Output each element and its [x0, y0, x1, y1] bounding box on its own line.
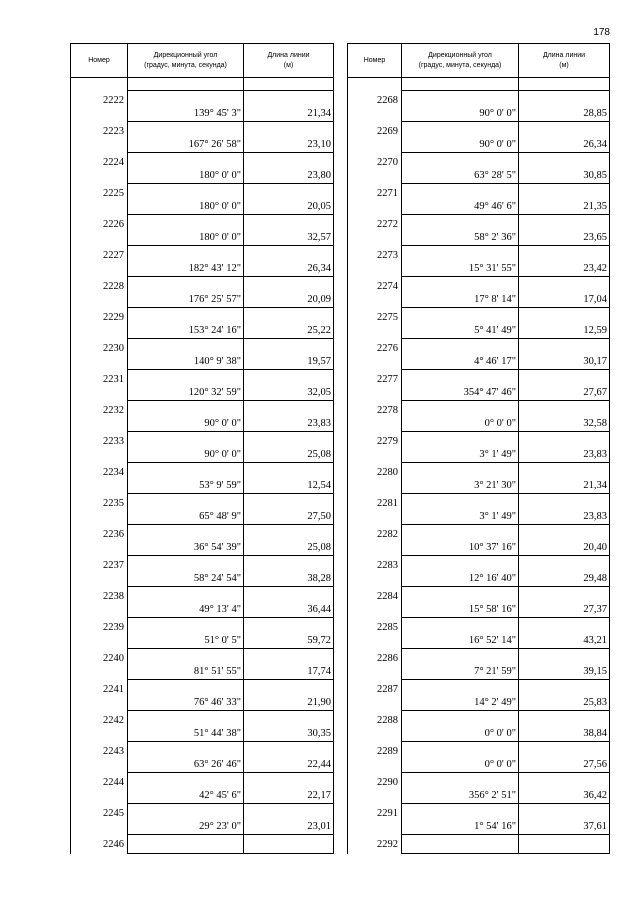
point-number: 2290 — [348, 773, 402, 804]
line-length: 23,83 — [519, 494, 610, 525]
point-number: 2276 — [348, 339, 402, 370]
table-row — [348, 680, 610, 711]
table-row — [348, 556, 610, 587]
direction-angle: 51° 0' 5" — [128, 618, 244, 649]
direction-angle: 4° 46' 17" — [402, 339, 519, 370]
table-row — [71, 122, 334, 153]
table-row — [348, 463, 610, 494]
table-row — [348, 401, 610, 432]
header-number: Номер — [348, 44, 402, 78]
header-angle: Дирекционный угол (градус, минута, секунда) — [128, 44, 244, 78]
table-row — [71, 494, 334, 525]
direction-angle: 16° 52' 14" — [402, 618, 519, 649]
point-number: 2287 — [348, 680, 402, 711]
direction-angle: 42° 45' 6" — [128, 773, 244, 804]
line-length: 20,09 — [244, 277, 334, 308]
line-length: 59,72 — [244, 618, 334, 649]
table-row — [348, 215, 610, 246]
line-length: 36,44 — [244, 587, 334, 618]
line-length: 43,21 — [519, 618, 610, 649]
table-row — [348, 649, 610, 680]
point-number: 2237 — [71, 556, 128, 587]
table-row — [71, 401, 334, 432]
point-number: 2270 — [348, 153, 402, 184]
point-number: 2282 — [348, 525, 402, 556]
table-row — [71, 246, 334, 277]
table-row — [348, 742, 610, 773]
line-length: 36,42 — [519, 773, 610, 804]
table-row — [71, 804, 334, 835]
point-number: 2238 — [71, 587, 128, 618]
line-length: 30,85 — [519, 153, 610, 184]
point-number: 2230 — [71, 339, 128, 370]
table-row — [71, 587, 334, 618]
table-row — [71, 215, 334, 246]
header-length: Длина линии (м) — [519, 44, 610, 78]
direction-angle: 354° 47' 46" — [402, 370, 519, 401]
direction-angle: 1° 54' 16" — [402, 804, 519, 835]
line-length: 17,04 — [519, 277, 610, 308]
line-length: 23,01 — [244, 804, 334, 835]
point-number: 2285 — [348, 618, 402, 649]
direction-angle: 51° 44' 38" — [128, 711, 244, 742]
point-number: 2233 — [71, 432, 128, 463]
line-length: 25,83 — [519, 680, 610, 711]
point-number: 2234 — [71, 463, 128, 494]
table-row — [71, 711, 334, 742]
direction-angle: 76° 46' 33" — [128, 680, 244, 711]
table-row — [71, 773, 334, 804]
direction-angle: 15° 58' 16" — [402, 587, 519, 618]
table-row — [71, 525, 334, 556]
line-length: 27,67 — [519, 370, 610, 401]
line-length: 20,05 — [244, 184, 334, 215]
table-row — [71, 277, 334, 308]
point-number: 2241 — [71, 680, 128, 711]
line-length: 23,83 — [244, 401, 334, 432]
table-row — [348, 618, 610, 649]
point-number: 2286 — [348, 649, 402, 680]
line-length: 27,37 — [519, 587, 610, 618]
point-number: 2222 — [71, 91, 128, 122]
line-length: 21,90 — [244, 680, 334, 711]
table-row-last — [71, 835, 334, 854]
point-number: 2225 — [71, 184, 128, 215]
direction-angle: 182° 43' 12" — [128, 246, 244, 277]
line-length: 32,58 — [519, 401, 610, 432]
point-number: 2246 — [71, 835, 128, 854]
line-length: 39,15 — [519, 649, 610, 680]
point-number: 2280 — [348, 463, 402, 494]
direction-angle: 120° 32' 59" — [128, 370, 244, 401]
table-row-last — [348, 835, 610, 854]
page-number: 178 — [593, 27, 610, 38]
point-number: 2283 — [348, 556, 402, 587]
table-row — [348, 804, 610, 835]
line-length: 25,22 — [244, 308, 334, 339]
point-number: 2223 — [71, 122, 128, 153]
point-number: 2288 — [348, 711, 402, 742]
point-number: 2242 — [71, 711, 128, 742]
line-length: 21,34 — [244, 91, 334, 122]
point-number: 2236 — [71, 525, 128, 556]
table-row — [71, 370, 334, 401]
table-row — [71, 649, 334, 680]
table-row — [348, 525, 610, 556]
line-length: 38,28 — [244, 556, 334, 587]
table-row — [71, 618, 334, 649]
direction-angle: 90° 0' 0" — [402, 122, 519, 153]
table-row — [348, 122, 610, 153]
direction-angle: 0° 0' 0" — [402, 711, 519, 742]
table-row — [71, 556, 334, 587]
direction-angle: 12° 16' 40" — [402, 556, 519, 587]
table-row — [348, 773, 610, 804]
direction-angle: 90° 0' 0" — [402, 91, 519, 122]
line-length: 22,44 — [244, 742, 334, 773]
coordinates-table-left — [70, 43, 334, 854]
direction-angle: 49° 13' 4" — [128, 587, 244, 618]
point-number: 2235 — [71, 494, 128, 525]
table-row — [71, 463, 334, 494]
line-length: 21,35 — [519, 184, 610, 215]
point-number: 2291 — [348, 804, 402, 835]
point-number: 2231 — [71, 370, 128, 401]
point-number: 2273 — [348, 246, 402, 277]
point-number: 2227 — [71, 246, 128, 277]
line-length: 23,65 — [519, 215, 610, 246]
header-angle: Дирекционный угол (градус, минута, секунда) — [402, 44, 519, 78]
line-length: 12,54 — [244, 463, 334, 494]
blank-row — [348, 78, 610, 91]
point-number: 2278 — [348, 401, 402, 432]
point-number: 2228 — [71, 277, 128, 308]
direction-angle: 53° 9' 59" — [128, 463, 244, 494]
table-row — [71, 184, 334, 215]
table-row — [348, 587, 610, 618]
point-number: 2240 — [71, 649, 128, 680]
table-row — [71, 680, 334, 711]
point-number: 2244 — [71, 773, 128, 804]
table-row — [71, 742, 334, 773]
direction-angle: 58° 2' 36" — [402, 215, 519, 246]
direction-angle: 14° 2' 49" — [402, 680, 519, 711]
table-row — [71, 432, 334, 463]
line-length: 32,57 — [244, 215, 334, 246]
line-length: 21,34 — [519, 463, 610, 494]
direction-angle: 65° 48' 9" — [128, 494, 244, 525]
direction-angle: 176° 25' 57" — [128, 277, 244, 308]
direction-angle: 167° 26' 58" — [128, 122, 244, 153]
line-length: 28,85 — [519, 91, 610, 122]
point-number: 2292 — [348, 835, 402, 854]
direction-angle: 17° 8' 14" — [402, 277, 519, 308]
direction-angle: 90° 0' 0" — [128, 401, 244, 432]
point-number: 2229 — [71, 308, 128, 339]
table-row — [71, 91, 334, 122]
direction-angle: 140° 9' 38" — [128, 339, 244, 370]
direction-angle: 63° 28' 5" — [402, 153, 519, 184]
table-row — [348, 494, 610, 525]
line-length: 23,80 — [244, 153, 334, 184]
line-length: 22,17 — [244, 773, 334, 804]
point-number: 2224 — [71, 153, 128, 184]
table-row — [348, 91, 610, 122]
header-length: Длина линии (м) — [244, 44, 334, 78]
point-number: 2226 — [71, 215, 128, 246]
point-number: 2289 — [348, 742, 402, 773]
table-row — [71, 308, 334, 339]
line-length: 38,84 — [519, 711, 610, 742]
point-number: 2284 — [348, 587, 402, 618]
line-length: 19,57 — [244, 339, 334, 370]
line-length: 26,34 — [519, 122, 610, 153]
direction-angle: 81° 51' 55" — [128, 649, 244, 680]
line-length: 12,59 — [519, 308, 610, 339]
point-number: 2275 — [348, 308, 402, 339]
line-length: 23,42 — [519, 246, 610, 277]
direction-angle: 180° 0' 0" — [128, 153, 244, 184]
line-length: 26,34 — [244, 246, 334, 277]
line-length: 17,74 — [244, 649, 334, 680]
direction-angle: 5° 41' 49" — [402, 308, 519, 339]
point-number: 2271 — [348, 184, 402, 215]
point-number: 2243 — [71, 742, 128, 773]
direction-angle: 356° 2' 51" — [402, 773, 519, 804]
table-row — [348, 277, 610, 308]
table-row — [71, 339, 334, 370]
line-length: 25,08 — [244, 432, 334, 463]
header-number: Номер — [71, 44, 128, 78]
line-length: 20,40 — [519, 525, 610, 556]
direction-angle: 3° 1' 49" — [402, 494, 519, 525]
table-row — [348, 246, 610, 277]
direction-angle: 7° 21' 59" — [402, 649, 519, 680]
direction-angle: 180° 0' 0" — [128, 184, 244, 215]
blank-row — [71, 78, 334, 91]
point-number: 2232 — [71, 401, 128, 432]
direction-angle: 153° 24' 16" — [128, 308, 244, 339]
point-number: 2239 — [71, 618, 128, 649]
direction-angle: 49° 46' 6" — [402, 184, 519, 215]
line-length: 32,05 — [244, 370, 334, 401]
table-row — [348, 432, 610, 463]
direction-angle: 58° 24' 54" — [128, 556, 244, 587]
table-row — [348, 308, 610, 339]
table-row — [348, 153, 610, 184]
line-length: 27,50 — [244, 494, 334, 525]
direction-angle: 15° 31' 55" — [402, 246, 519, 277]
direction-angle: 139° 45' 3" — [128, 91, 244, 122]
point-number: 2277 — [348, 370, 402, 401]
direction-angle: 36° 54' 39" — [128, 525, 244, 556]
line-length: 30,35 — [244, 711, 334, 742]
direction-angle: 0° 0' 0" — [402, 401, 519, 432]
table-row — [348, 339, 610, 370]
direction-angle: 180° 0' 0" — [128, 215, 244, 246]
direction-angle: 90° 0' 0" — [128, 432, 244, 463]
line-length: 23,10 — [244, 122, 334, 153]
point-number: 2268 — [348, 91, 402, 122]
line-length: 27,56 — [519, 742, 610, 773]
point-number: 2272 — [348, 215, 402, 246]
line-length: 29,48 — [519, 556, 610, 587]
table-row — [348, 370, 610, 401]
direction-angle: 63° 26' 46" — [128, 742, 244, 773]
point-number: 2274 — [348, 277, 402, 308]
direction-angle: 0° 0' 0" — [402, 742, 519, 773]
table-row — [348, 184, 610, 215]
point-number: 2269 — [348, 122, 402, 153]
point-number: 2245 — [71, 804, 128, 835]
line-length: 30,17 — [519, 339, 610, 370]
table-row — [71, 153, 334, 184]
line-length: 23,83 — [519, 432, 610, 463]
direction-angle: 10° 37' 16" — [402, 525, 519, 556]
direction-angle: 29° 23' 0" — [128, 804, 244, 835]
line-length: 25,08 — [244, 525, 334, 556]
point-number: 2281 — [348, 494, 402, 525]
table-row — [348, 711, 610, 742]
coordinates-table-right — [347, 43, 610, 854]
line-length: 37,61 — [519, 804, 610, 835]
direction-angle: 3° 1' 49" — [402, 432, 519, 463]
direction-angle: 3° 21' 30" — [402, 463, 519, 494]
point-number: 2279 — [348, 432, 402, 463]
